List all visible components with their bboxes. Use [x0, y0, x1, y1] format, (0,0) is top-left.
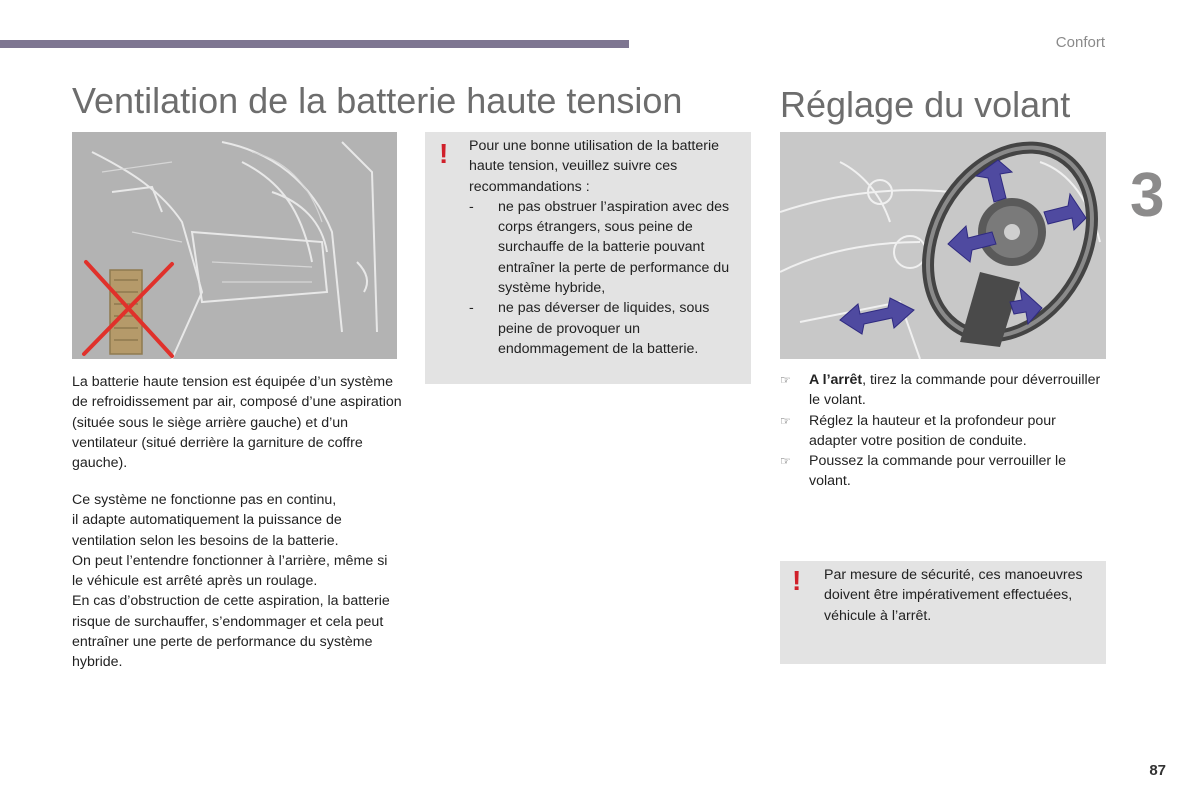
safety-warning-text: Par mesure de sécurité, ces manoeuvres doivent être impérativement effectuées, véhicule à l’arrêt. [824, 567, 1083, 624]
battery-warning-box [425, 132, 751, 384]
battery-warning-text [469, 136, 744, 359]
dash-bullet: - [469, 300, 474, 317]
step-text: Réglez la hauteur et la profondeur pour adapter votre position de conduite. [809, 412, 1056, 449]
pointing-hand-icon: ☞ [780, 373, 791, 387]
section-title: Confort [1055, 34, 1105, 51]
right-heading: Réglage du volant [780, 84, 1071, 125]
ventilation-line: On peut l’entendre fonctionner à l’arrière, même si le véhicule est arrêté après un roulage. [72, 552, 388, 590]
step-bold: A l’arrêt [809, 372, 863, 388]
ventilation-line: En cas d’obstruction de cette aspiration, la batterie risque de surchauffer, s’endommager et cela peut entraîner une perte de performance du système hybride. [72, 593, 390, 671]
warning-item-text: ne pas obstruer l’aspiration avec des corps étrangers, sous peine de surchauffe de la batterie pouvant entraîner la perte de performance du système hybride, [498, 198, 730, 297]
page-number: 87 [1149, 762, 1166, 779]
intake-description: La batterie haute tension est équipée d’un système de refroidissement par air, composé d’une aspiration (située sous le siège arrière gauche) et d’un ventilateur (situé derrière la garniture de coffre gauche). [72, 374, 402, 472]
warning-item [469, 197, 744, 298]
steering-wheel-illustration [780, 132, 1106, 359]
safety-warning-box [780, 561, 1106, 664]
steering-adjust-steps [780, 370, 1106, 492]
warning-icon: ! [439, 138, 449, 169]
step-item [780, 451, 1106, 492]
left-heading: Ventilation de la batterie haute tension [72, 80, 683, 121]
header-accent-bar [0, 40, 629, 48]
dash-bullet: - [469, 198, 474, 215]
step-item [780, 411, 1106, 452]
ventilation-description [72, 490, 402, 673]
pointing-hand-icon: ☞ [780, 413, 791, 428]
chapter-number: 3 [1130, 161, 1165, 230]
warning-item [469, 298, 744, 359]
warning-list [469, 197, 744, 359]
ventilation-line: Ce système ne fonctionne pas en continu, [72, 492, 337, 508]
step-item [780, 370, 1106, 411]
battery-intake-illustration [72, 132, 397, 359]
ventilation-line: il adapte automatiquement la puissance de ventilation selon les besoins de la batterie. [72, 512, 342, 549]
pointing-hand-icon: ☞ [780, 454, 791, 469]
step-text: , tirez la commande pour déverrouiller le volant. [809, 372, 1101, 409]
warning-intro: Pour une bonne utilisation de la batterie haute tension, veuillez suivre ces recommandations : [469, 138, 720, 195]
warning-icon: ! [792, 565, 802, 596]
warning-item-text: ne pas déverser de liquides, sous peine de provoquer un endommagement de la batterie. [498, 300, 710, 357]
step-text: Poussez la commande pour verrouiller le volant. [809, 453, 1067, 490]
